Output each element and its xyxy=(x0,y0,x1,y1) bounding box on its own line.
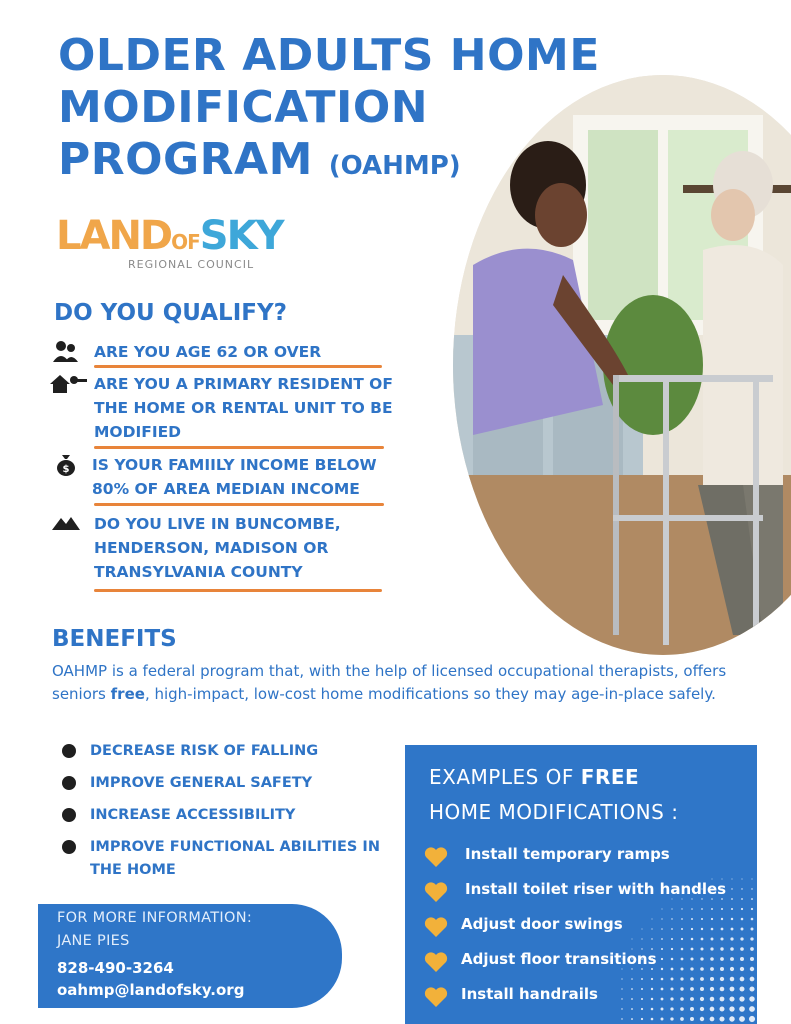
benefit-item-text: INCREASE ACCESSIBILITY xyxy=(90,807,296,823)
example-item-text: Install toilet riser with handles xyxy=(465,880,727,898)
example-item xyxy=(423,983,753,1011)
halftone-dot xyxy=(671,908,672,909)
contact-phone[interactable]: 828-490-3264 xyxy=(57,959,174,977)
halftone-dot xyxy=(690,977,694,981)
halftone-dot xyxy=(720,977,724,981)
halftone-dot xyxy=(690,1017,694,1021)
example-item xyxy=(423,878,753,906)
underline-divider xyxy=(94,589,382,592)
halftone-dot xyxy=(671,978,674,981)
halftone-dot xyxy=(691,908,693,910)
title-line-2: MODIFICATION xyxy=(58,82,429,133)
heart-icon xyxy=(423,915,449,939)
logo-sky: SKY xyxy=(199,213,283,259)
benefit-item-text: IMPROVE FUNCTIONAL ABILITIES IN THE HOME xyxy=(90,839,380,878)
example-item-text: Install handrails xyxy=(461,985,598,1003)
halftone-dot xyxy=(700,977,704,981)
examples-heading-line-2: HOME MODIFICATIONS : xyxy=(429,800,679,824)
example-item-text: Adjust door swings xyxy=(461,915,623,933)
examples-heading-free: FREE xyxy=(580,765,640,789)
halftone-dot xyxy=(631,978,633,980)
heart-icon xyxy=(423,950,449,974)
qualify-heading: DO YOU QUALIFY? xyxy=(54,300,287,326)
halftone-dot xyxy=(651,978,653,980)
halftone-dot xyxy=(621,978,622,979)
land-of-sky-logo xyxy=(56,214,286,276)
heart-icon xyxy=(423,985,449,1009)
heart-icon xyxy=(423,880,449,904)
halftone-dot xyxy=(719,1016,724,1021)
house-key-icon xyxy=(48,372,88,396)
benefit-item-text: DECREASE RISK OF FALLING xyxy=(90,743,319,759)
halftone-dot xyxy=(749,1016,755,1022)
halftone-dot xyxy=(711,908,713,910)
people-icon xyxy=(52,340,80,364)
bullet-dot xyxy=(62,744,76,758)
halftone-dot xyxy=(750,977,755,982)
heart-icon xyxy=(423,845,449,869)
title-program: PROGRAM xyxy=(58,134,313,185)
halftone-dot xyxy=(701,908,703,910)
benefits-desc-part: , high-impact, low-cost home modifications so they may age-in-place safely. xyxy=(144,685,716,703)
contact-name: JANE PIES xyxy=(57,933,130,949)
halftone-dot xyxy=(681,908,682,909)
halftone-dot xyxy=(661,978,664,981)
examples-panel xyxy=(405,745,757,1024)
halftone-dot xyxy=(662,909,663,910)
halftone-dot xyxy=(731,908,733,910)
benefits-description xyxy=(52,660,732,706)
bullet-dot xyxy=(62,840,76,854)
example-item xyxy=(423,843,753,871)
benefits-desc-part: OAHMP is a federal program that, with the help of licensed occupational therapists, offers seniors xyxy=(52,662,727,703)
logo-subtitle: REGIONAL COUNCIL xyxy=(128,258,255,271)
benefits-heading: BENEFITS xyxy=(52,626,177,652)
halftone-dot xyxy=(621,1018,622,1019)
example-item xyxy=(423,948,753,976)
benefit-item-text: IMPROVE GENERAL SAFETY xyxy=(90,775,313,791)
examples-heading xyxy=(429,765,639,789)
bullet-dot xyxy=(62,808,76,822)
title-line-1: OLDER ADULTS HOME xyxy=(58,30,600,81)
benefits-desc-free: free xyxy=(110,685,145,703)
halftone-dot xyxy=(740,977,745,982)
svg-text:$: $ xyxy=(62,464,70,475)
logo-of: OF xyxy=(171,230,200,254)
logo-land: LAND xyxy=(56,213,172,259)
example-item-text: Install temporary ramps xyxy=(465,845,670,863)
qualify-item-text: ARE YOU AGE 62 OR OVER xyxy=(94,343,322,361)
halftone-dot xyxy=(661,1018,664,1021)
halftone-dot xyxy=(651,1018,654,1021)
halftone-dot xyxy=(670,1017,673,1020)
halftone-dot xyxy=(721,908,723,910)
halftone-dot xyxy=(710,977,714,981)
halftone-dot xyxy=(739,1016,745,1022)
halftone-dot xyxy=(710,1017,715,1022)
qualify-item-text: IS YOUR FAMIILY INCOME BELOW 80% OF AREA MEDIAN INCOME xyxy=(92,456,377,498)
halftone-dot xyxy=(700,1017,704,1021)
halftone-dot xyxy=(730,977,735,982)
halftone-dot xyxy=(680,1017,684,1021)
halftone-dot xyxy=(741,908,743,910)
underline-divider xyxy=(94,365,382,368)
halftone-dot xyxy=(729,1016,734,1021)
underline-divider xyxy=(94,503,384,506)
examples-heading-pre: EXAMPLES OF xyxy=(429,765,581,789)
bullet-dot xyxy=(62,776,76,790)
qualify-item-text: DO YOU LIVE IN BUNCOMBE, HENDERSON, MADISON OR TRANSYLVANIA COUNTY xyxy=(94,515,341,581)
halftone-dot xyxy=(751,908,753,910)
contact-panel xyxy=(38,904,342,1008)
halftone-dot xyxy=(631,1018,633,1020)
example-item xyxy=(423,913,753,941)
qualify-item-text: ARE YOU A PRIMARY RESIDENT OF THE HOME OR RENTAL UNIT TO BE MODIFIED xyxy=(94,375,393,441)
halftone-dot xyxy=(641,1018,643,1020)
contact-label: FOR MORE INFORMATION: xyxy=(57,910,253,926)
halftone-dot xyxy=(680,977,683,980)
example-item-text: Adjust floor transitions xyxy=(461,950,657,968)
halftone-dot xyxy=(641,978,643,980)
contact-email[interactable]: oahmp@landofsky.org xyxy=(57,981,245,999)
title-abbr: (OAHMP) xyxy=(328,151,461,181)
mountain-icon xyxy=(52,512,80,536)
underline-divider xyxy=(94,446,384,449)
money-bag-icon xyxy=(52,453,80,477)
